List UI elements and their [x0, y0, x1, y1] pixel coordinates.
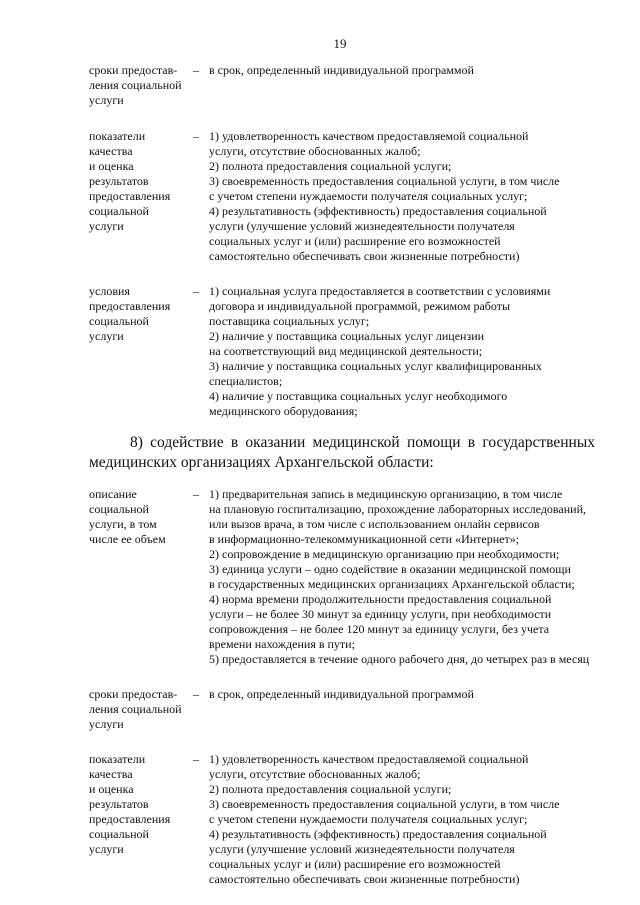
entry-value-line: социальных услуг и (или) расширение его возможностей — [209, 234, 501, 248]
entry-label-line: и оценка — [89, 159, 134, 173]
entry-label — [89, 129, 193, 234]
entry-value-line: услуги, отсутствие обоснованных жалоб; — [209, 767, 421, 781]
entry-label — [89, 687, 193, 732]
entry-dash: – — [193, 284, 199, 298]
entry-value — [209, 63, 595, 78]
entry-value-line: поставщика социальных услуг; — [209, 314, 370, 328]
entry-label-line: результатов — [89, 174, 149, 188]
entry-label-line: сроки предостав- — [89, 63, 178, 77]
entry-dash: – — [193, 129, 199, 143]
entry-label-line: услуги — [89, 842, 124, 856]
entry-value-line: 5) предоставляется в течение одного рабочего дня, до четырех раз в месяц — [209, 652, 590, 666]
entry-label-line: услуги, в том — [89, 517, 157, 531]
entry-label-line: показатели — [89, 752, 146, 766]
service-entry — [89, 752, 595, 887]
service-entry — [89, 687, 595, 732]
entry-value-line: услуги (улучшение условий жизнедеятельности получателя — [209, 219, 515, 233]
document-body — [89, 63, 595, 887]
entry-label-line: предоставления — [89, 189, 171, 203]
service-entry — [89, 63, 595, 108]
entry-value-line: 1) предварительная запись в медицинскую организацию, в том числе — [209, 487, 563, 501]
entry-dash: – — [193, 487, 199, 501]
service-entry — [89, 129, 595, 264]
page-number: 19 — [333, 36, 347, 51]
entry-value-line: сопровождения – не более 120 минут за единицу услуги, без учета — [209, 622, 550, 636]
entry-label-line: социальной — [89, 314, 149, 328]
heading-line: медицинских организациях Архангельской области: — [89, 454, 434, 471]
entry-label-line: качества — [89, 144, 133, 158]
service-entry — [89, 284, 595, 419]
entry-value-line: социальных услуг и (или) расширение его возможностей — [209, 857, 501, 871]
entry-value-line: 1) удовлетворенность качеством предоставляемой социальной — [209, 129, 529, 143]
entry-label — [89, 63, 193, 108]
entry-label-line: услуги — [89, 329, 124, 343]
entry-value-line: 3) наличие у поставщика социальных услуг квалифицированных — [209, 359, 542, 373]
entry-value-line: 4) наличие у поставщика социальных услуг необходимого — [209, 389, 508, 403]
entry-label-line: показатели — [89, 129, 146, 143]
entry-value-line: на плановую госпитализацию, прохождение лабораторных исследований, — [209, 502, 587, 516]
entry-label-line: результатов — [89, 797, 149, 811]
entry-value-line: в информационно-телекоммуникационной сети «Интернет»; — [209, 532, 520, 546]
entry-value-line: с учетом степени нуждаемости получателя социальных услуг; — [209, 189, 528, 203]
entry-value-line: 2) наличие у поставщика социальных услуг лицензии — [209, 329, 485, 343]
entry-value-line: договора и индивидуальной программой, режимом работы — [209, 299, 511, 313]
entry-value-line: 2) полнота предоставления социальной услуги; — [209, 159, 452, 173]
entry-dash: – — [193, 687, 199, 701]
entry-value-line: 1) удовлетворенность качеством предоставляемой социальной — [209, 752, 529, 766]
service-entry — [89, 487, 595, 667]
entry-value — [209, 284, 595, 419]
entry-value — [209, 487, 595, 667]
entry-dash: – — [193, 752, 199, 766]
entry-value-line: самостоятельно обеспечивать свои жизненные потребности) — [209, 249, 520, 263]
entry-value-line: услуги – не более 30 минут за единицу услуги, при необходимости — [209, 607, 552, 621]
entry-dash: – — [193, 63, 199, 77]
entry-label — [89, 752, 193, 857]
entry-label-line: услуги — [89, 219, 124, 233]
entry-value-line: услуги, отсутствие обоснованных жалоб; — [209, 144, 421, 158]
entry-label-line: ления социальной — [89, 702, 182, 716]
entry-value-line: 3) своевременность предоставления социальной услуги, в том числе — [209, 174, 560, 188]
section-heading — [89, 433, 595, 473]
entry-value-line: в срок, определенный индивидуальной программой — [209, 63, 474, 77]
entry-value-line: времени нахождения в пути; — [209, 637, 355, 651]
entry-value-line: 4) результативность (эффективность) предоставления социальной — [209, 827, 547, 841]
entry-label-line: условия — [89, 284, 130, 298]
entry-value-line: медицинского оборудования; — [209, 404, 358, 418]
entry-label-line: предоставления — [89, 299, 171, 313]
service-section-8 — [89, 487, 595, 887]
entry-value-line: или вызов врача, в том числе с использованием онлайн сервисов — [209, 517, 540, 531]
entry-label-line: ления социальной — [89, 78, 182, 92]
entry-value-line: 2) полнота предоставления социальной услуги; — [209, 782, 452, 796]
service-section-7-tail — [89, 63, 595, 419]
entry-value-line: в срок, определенный индивидуальной программой — [209, 687, 474, 701]
entry-value-line: 3) своевременность предоставления социальной услуги, в том числе — [209, 797, 560, 811]
entry-value — [209, 752, 595, 887]
entry-value-line: 3) единица услуги – одно содействие в оказании медицинской помощи — [209, 562, 571, 576]
entry-value-line: услуги (улучшение условий жизнедеятельности получателя — [209, 842, 515, 856]
entry-label-line: качества — [89, 767, 133, 781]
entry-value-line: 1) социальная услуга предоставляется в соответствии с условиями — [209, 284, 551, 298]
entry-label — [89, 284, 193, 344]
entry-label-line: социальной — [89, 827, 149, 841]
entry-label-line: предоставления — [89, 812, 171, 826]
entry-value-line: на соответствующий вид медицинской деятельности; — [209, 344, 483, 358]
entry-label-line: числе ее объем — [89, 532, 166, 546]
entry-label-line: описание — [89, 487, 137, 501]
entry-value-line: 2) сопровождение в медицинскую организацию при необходимости; — [209, 547, 560, 561]
entry-value-line: специалистов; — [209, 374, 283, 388]
entry-label-line: услуги — [89, 93, 124, 107]
entry-label-line: социальной — [89, 502, 149, 516]
entry-label — [89, 487, 193, 547]
entry-label-line: сроки предостав- — [89, 687, 178, 701]
entry-label-line: и оценка — [89, 782, 134, 796]
entry-value-line: 4) результативность (эффективность) предоставления социальной — [209, 204, 547, 218]
entry-value — [209, 687, 595, 702]
entry-value-line: в государственных медицинских организациях Архангельской области; — [209, 577, 575, 591]
entry-value — [209, 129, 595, 264]
entry-label-line: социальной — [89, 204, 149, 218]
entry-value-line: с учетом степени нуждаемости получателя социальных услуг; — [209, 812, 528, 826]
entry-label-line: услуги — [89, 717, 124, 731]
entry-value-line: 4) норма времени продолжительности предоставления социальной — [209, 592, 552, 606]
heading-line: 8) содействие в оказании медицинской помощи в государственных — [130, 434, 595, 451]
entry-value-line: самостоятельно обеспечивать свои жизненные потребности) — [209, 872, 520, 886]
